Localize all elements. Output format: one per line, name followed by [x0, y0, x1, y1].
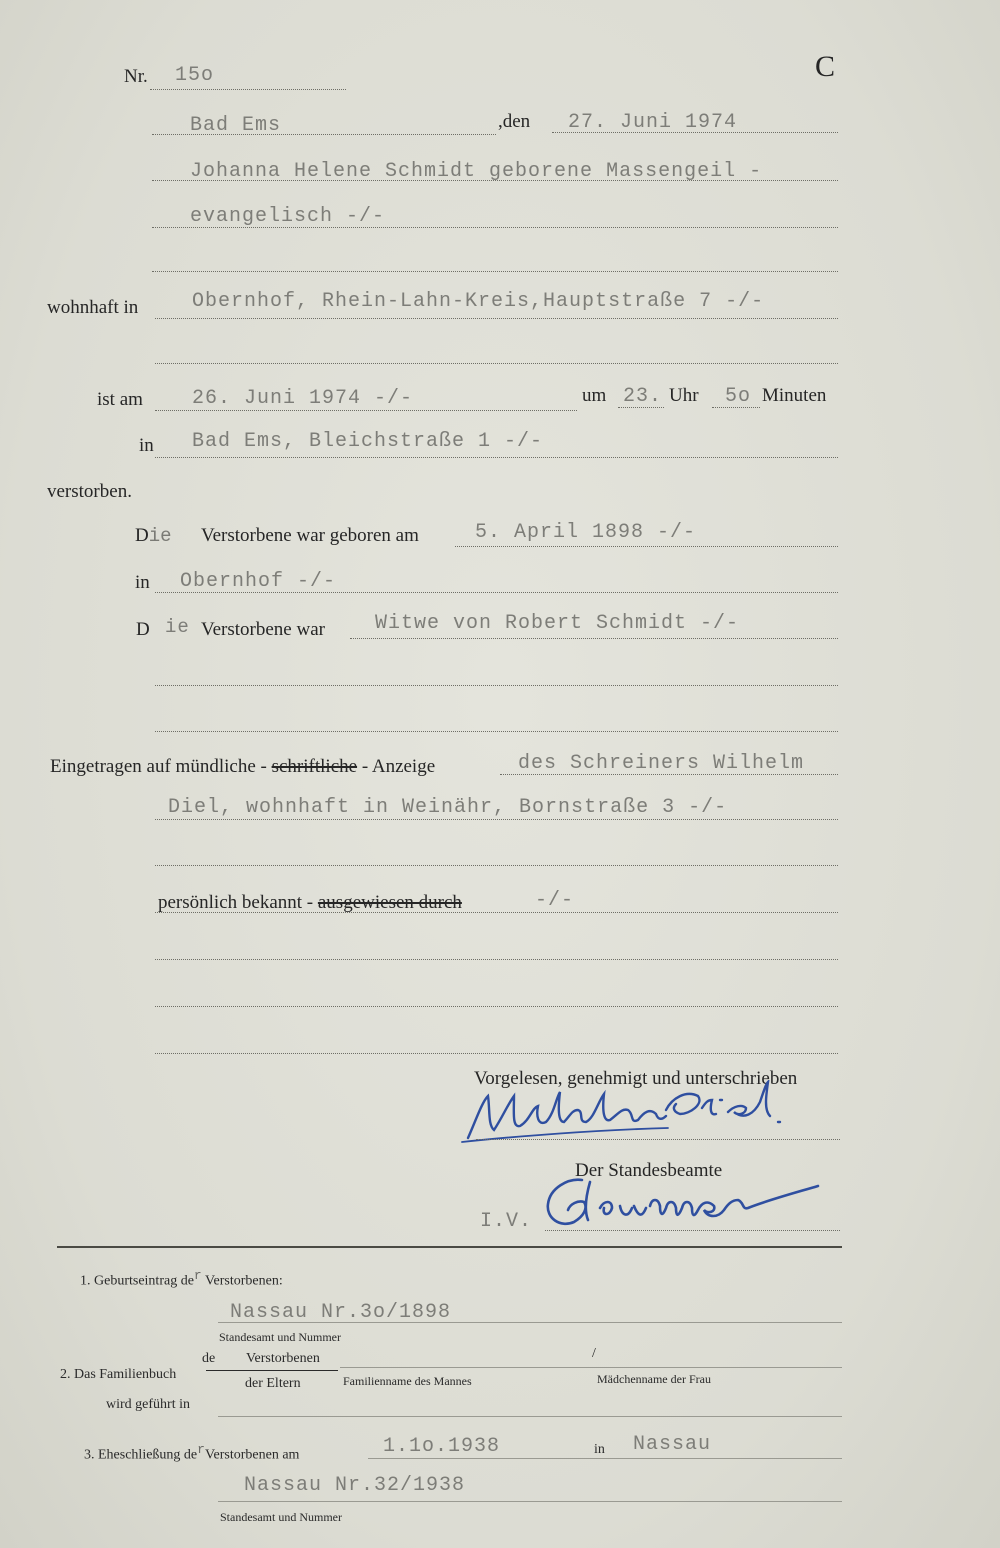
- death-date-line: [155, 410, 577, 411]
- status-line: [350, 638, 838, 639]
- den-label: ,den: [498, 111, 531, 132]
- informant-line-2: Diel, wohnhaft in Weinähr, Bornstraße 3 -/-: [168, 796, 728, 819]
- birth-entry-line: [218, 1322, 842, 1323]
- death-date-value: 26. Juni 1974 -/-: [192, 387, 414, 410]
- ie-typed: ie: [165, 616, 190, 638]
- birth-place-value: Obernhof -/-: [180, 570, 337, 593]
- hour-line: [618, 407, 664, 408]
- kept-in-line: [218, 1416, 842, 1417]
- birth-place-label: in: [135, 572, 150, 593]
- registrar-signature: [538, 1170, 828, 1236]
- die-label: Die: [135, 525, 172, 547]
- birth-entry-caption: Standesamt und Nummer: [219, 1330, 341, 1344]
- status-text: Verstorbene war: [201, 619, 325, 640]
- registrar-signature-line: [545, 1230, 840, 1231]
- family-book-option-parents: der Eltern: [245, 1376, 301, 1391]
- death-date-label: ist am: [97, 389, 143, 410]
- uhr-label: Uhr: [669, 385, 699, 406]
- blank-line-5: [155, 865, 838, 866]
- religion-value: evangelisch -/-: [190, 205, 386, 228]
- registration-line-1: [500, 774, 838, 775]
- nr-label: Nr.: [124, 66, 148, 87]
- known-value: -/-: [535, 889, 575, 912]
- date-value: 27. Juni 1974: [568, 111, 738, 134]
- form-letter: C: [815, 50, 836, 83]
- known-label: persönlich bekannt - ausgewiesen durch: [158, 892, 462, 913]
- blank-line-6: [155, 959, 838, 960]
- death-hour-value: 23.: [623, 385, 663, 408]
- minuten-label: Minuten: [762, 385, 827, 406]
- death-place-label: in: [139, 435, 154, 456]
- family-book-de-label: de: [202, 1351, 216, 1366]
- family-book-option-deceased: Verstorbenen: [246, 1351, 320, 1366]
- um-label: um: [582, 385, 607, 406]
- verstorben-label: verstorben.: [47, 481, 132, 502]
- blank-line-7: [155, 1006, 838, 1007]
- blank-line-1: [152, 271, 838, 272]
- marriage-in-label: in: [594, 1442, 605, 1457]
- family-book-bracket-line: [206, 1370, 338, 1371]
- kept-in-label: wird geführt in: [106, 1397, 190, 1412]
- informant-signature-line: [476, 1139, 840, 1140]
- minutes-line: [712, 407, 760, 408]
- family-book-name-line: [340, 1367, 842, 1368]
- death-minutes-value: 5o: [725, 385, 752, 408]
- residence-value: Obernhof, Rhein-Lahn-Kreis,Hauptstraße 7 -/-: [192, 290, 765, 313]
- birth-date-line: [455, 546, 838, 547]
- marriage-registry-caption: Standesamt und Nummer: [220, 1510, 342, 1524]
- religion-line: [152, 227, 838, 228]
- husband-caption: Familienname des Mannes: [343, 1374, 472, 1388]
- informant-line-1: des Schreiners Wilhelm: [518, 752, 805, 775]
- death-place-value: Bad Ems, Bleichstraße 1 -/-: [192, 430, 544, 453]
- family-book-label: 2. Das Familienbuch: [60, 1367, 177, 1382]
- read-approved-label: Vorgelesen, genehmigt und unterschrieben: [474, 1068, 798, 1089]
- birth-date-value: 5. April 1898 -/-: [475, 521, 697, 544]
- residence-line: [155, 318, 838, 319]
- wife-caption: Mädchenname der Frau: [597, 1372, 711, 1386]
- d-label: D: [136, 619, 150, 640]
- marriage-date-line: [368, 1458, 842, 1459]
- registrar-title: Der Standesbeamte: [575, 1160, 723, 1181]
- known-line: [155, 912, 838, 913]
- iv-label: I.V.: [480, 1210, 533, 1233]
- birth-text: Verstorbene war geboren am: [201, 525, 419, 546]
- marriage-place-value: Nassau: [633, 1433, 712, 1456]
- marriage-date-value: 1.1o.1938: [383, 1435, 501, 1458]
- registration-line-2: [155, 819, 838, 820]
- marriage-label: 3. Eheschließung $de^rVerstorbenen$ am: [84, 1442, 300, 1463]
- place-line: [152, 134, 496, 135]
- name-line: [152, 180, 838, 181]
- footer-separator: [57, 1246, 842, 1248]
- blank-line-3: [155, 685, 838, 686]
- family-book-slash: /: [592, 1346, 596, 1361]
- deceased-name: Johanna Helene Schmidt geborene Massengeil -: [190, 160, 763, 183]
- marriage-registry-value: Nassau Nr.32/1938: [244, 1474, 466, 1497]
- birth-entry-value: Nassau Nr.3o/1898: [230, 1301, 452, 1324]
- registration-label: Eingetragen auf mündliche - schriftliche - Anzeige: [50, 756, 436, 777]
- blank-line-8: [155, 1053, 838, 1054]
- nr-value: 15o: [175, 64, 215, 87]
- birth-place-line: [155, 592, 838, 593]
- nr-line: [150, 89, 346, 90]
- blank-line-4: [155, 731, 838, 732]
- status-value: Witwe von Robert Schmidt -/-: [375, 612, 740, 635]
- date-line: [552, 132, 838, 133]
- birth-entry-label: 1. Geburtseintrag $de^r$ Verstorbenen:: [80, 1268, 283, 1289]
- marriage-registry-line: [218, 1501, 842, 1502]
- place-value: Bad Ems: [190, 114, 282, 137]
- blank-line-2: [155, 363, 838, 364]
- death-place-line: [155, 457, 838, 458]
- residence-label: wohnhaft in: [47, 297, 139, 318]
